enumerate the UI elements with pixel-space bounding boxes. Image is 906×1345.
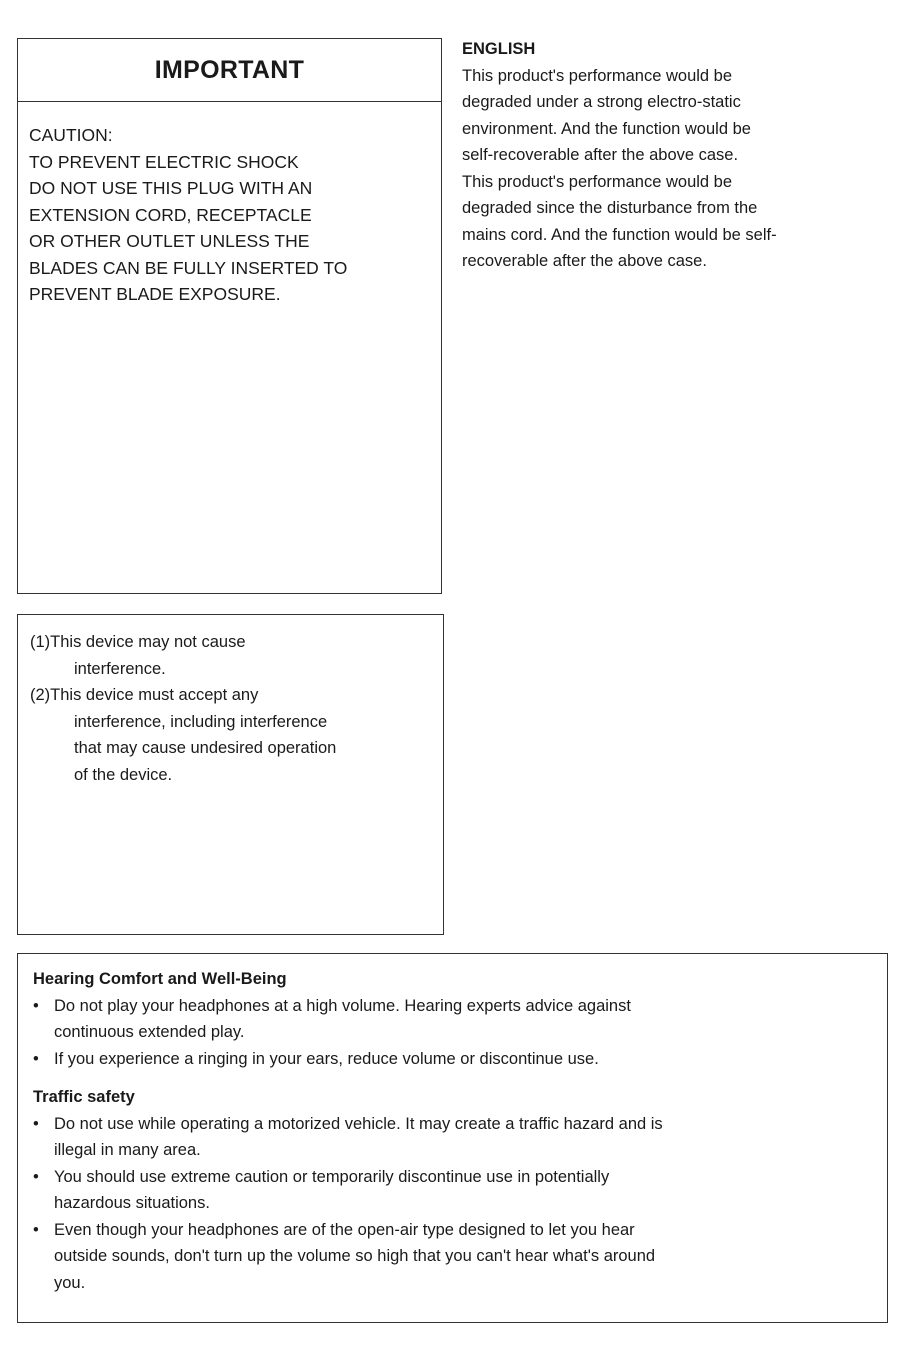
bullet-icon: •: [33, 996, 39, 1015]
bullet-line: continuous extended play.: [54, 1023, 245, 1041]
english-line: degraded under a strong electro-static: [462, 93, 741, 111]
hearing-heading: Hearing Comfort and Well-Being: [33, 970, 287, 988]
interference-line: that may cause undesired operation: [74, 739, 337, 757]
bullet-icon: •: [33, 1220, 39, 1239]
english-line: recoverable after the above case.: [462, 252, 707, 270]
hearing-bullet-2: [33, 1046, 875, 1073]
bullet-text: [54, 1046, 599, 1073]
bullet-icon: •: [33, 1114, 39, 1133]
caution-line: TO PREVENT ELECTRIC SHOCK: [29, 151, 299, 172]
safety-content: [18, 954, 887, 1296]
important-title: IMPORTANT: [154, 55, 305, 84]
traffic-bullet-2: [33, 1164, 875, 1217]
english-line: mains cord. And the function would be self-: [462, 225, 777, 244]
bullet-line: Do not use while operating a motorized vehicle. It may create a traffic hazard and is: [54, 1114, 663, 1133]
interference-item-2: [30, 682, 435, 788]
bullet-line: If you experience a ringing in your ears, reduce volume or discontinue use.: [54, 1049, 599, 1068]
bullet-line: you.: [54, 1273, 86, 1292]
bullet-text: [54, 1217, 655, 1297]
interference-item-1: [30, 629, 435, 682]
bullet-icon: •: [33, 1167, 39, 1186]
caution-line: PREVENT BLADE EXPOSURE.: [29, 284, 281, 304]
traffic-bullet-3: [33, 1217, 875, 1297]
caution-line: EXTENSION CORD, RECEPTACLE: [29, 204, 312, 225]
bullet-text: [54, 1111, 663, 1164]
english-line: self-recoverable after the above case.: [462, 146, 739, 164]
caution-heading: CAUTION:: [29, 125, 113, 145]
hearing-bullet-1: [33, 993, 875, 1046]
bullet-text: [54, 993, 631, 1046]
english-line: environment. And the function would be: [462, 119, 751, 138]
caution-line: OR OTHER OUTLET UNLESS THE: [29, 231, 310, 251]
caution-line: BLADES CAN BE FULLY INSERTED TO: [29, 257, 348, 278]
traffic-heading: Traffic safety: [33, 1088, 135, 1106]
interference-list: [18, 615, 443, 788]
bullet-line: hazardous situations.: [54, 1194, 210, 1212]
english-heading: ENGLISH: [462, 40, 536, 58]
bullet-line: Do not play your headphones at a high volume. Hearing experts advice against: [54, 996, 631, 1015]
bullet-line: outside sounds, don't turn up the volume so high that you can't hear what's around: [54, 1247, 656, 1265]
english-line: This product's performance would be: [462, 66, 733, 85]
english-section: [462, 36, 882, 275]
important-header: [18, 39, 441, 102]
bullet-line: illegal in many area.: [54, 1141, 201, 1159]
traffic-bullet-1: [33, 1111, 875, 1164]
english-line: degraded since the disturbance from the: [462, 199, 758, 217]
caution-line: DO NOT USE THIS PLUG WITH AN: [29, 178, 313, 198]
bullet-icon: •: [33, 1049, 39, 1068]
interference-line: interference.: [74, 659, 166, 678]
bullet-text: [54, 1164, 609, 1217]
interference-line: (1)This device may not cause: [30, 633, 246, 651]
interference-box: [17, 614, 444, 935]
interference-line: interference, including interference: [74, 712, 328, 731]
bullet-line: Even though your headphones are of the open-air type designed to let you hear: [54, 1220, 635, 1239]
safety-box: [17, 953, 888, 1323]
interference-line: of the device.: [74, 765, 173, 784]
important-box: [17, 38, 442, 594]
bullet-line: You should use extreme caution or temporarily discontinue use in potentially: [54, 1167, 610, 1186]
interference-line: (2)This device must accept any: [30, 686, 259, 704]
caution-block: [18, 102, 441, 308]
english-line: This product's performance would be: [462, 172, 733, 191]
